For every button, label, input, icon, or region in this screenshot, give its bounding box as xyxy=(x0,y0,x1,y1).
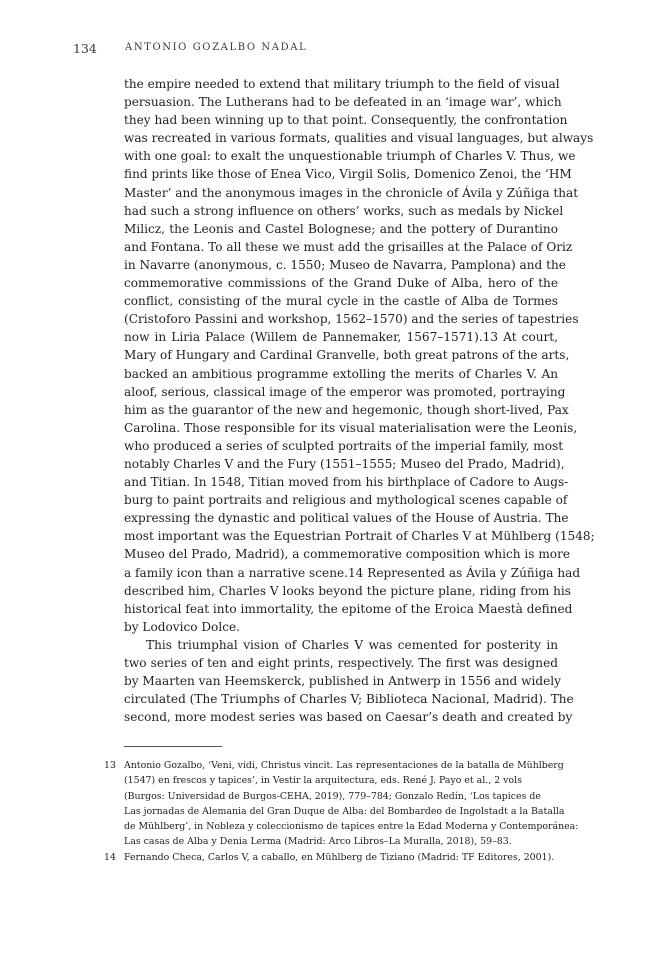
body-text xyxy=(124,75,595,726)
body-line: circulated (The Triumphs of Charles V; Biblioteca Nacional, Madrid). The xyxy=(124,692,574,707)
footnote-text: Antonio Gozalbo, ‘Veni, vidi, Christus vincit. Las representaciones de la batalla de Mühlberg xyxy=(124,760,564,771)
body-line: and Fontana. To all these we must add the grisailles at the Palace of Oriz xyxy=(124,239,573,254)
body-line: aloof, serious, classical image of the emperor was promoted, portraying xyxy=(124,384,566,399)
body-line: by Lodovico Dolce. xyxy=(124,619,240,634)
footnote-line xyxy=(104,850,558,865)
body-line: conflict, consisting of the mural cycle in the castle of Alba de Tormes xyxy=(124,294,558,309)
footnote-text: Las casas de Alba y Denia Lerma (Madrid: Arco Libros–La Muralla, 2018), 59–83. xyxy=(124,836,512,848)
body-line: Carolina. Those responsible for its visual materialisation were the Leonis, xyxy=(124,420,578,435)
footnote-line xyxy=(104,758,564,773)
footnote-line xyxy=(104,819,579,834)
body-line: the empire needed to extend that military triumph to the field of visual xyxy=(124,77,560,91)
body-line: backed an ambitious programme extolling the merits of Charles V. An xyxy=(124,366,558,381)
body-line: second, more modest series was based on Caesar’s death and created by xyxy=(124,710,573,725)
body-line: and Titian. In 1548, Titian moved from his birthplace of Cadore to Augs- xyxy=(124,475,569,490)
body-line: him as the guarantor of the new and hegemonic, though short-lived, Pax xyxy=(124,402,569,417)
body-line: who produced a series of sculpted portraits of the imperial family, most xyxy=(124,438,564,453)
body-line: persuasion. The Lutherans had to be defeated in an ‘image war’, which xyxy=(124,95,562,110)
body-line: commemorative commissions of the Grand Duke of Alba, hero of the xyxy=(124,276,558,291)
body-line: described him, Charles V looks beyond the picture plane, riding from his xyxy=(124,583,571,598)
footnote-text: (Burgos: Universidad de Burgos-CEHA, 2019), 779–784; Gonzalo Redín, ‘Los tapices de xyxy=(124,790,541,802)
body-line: now in Liria Palace (Willem de Pannemaker, 1567–1571).13 At court, xyxy=(124,330,558,345)
body-line: by Maarten van Heemskerck, published in Antwerp in 1556 and widely xyxy=(124,674,561,689)
body-line: find prints like those of Enea Vico, Virgil Solis, Domenico Zenoi, the ‘HM xyxy=(124,167,572,182)
footnote-text: de Mühlberg’, in Nobleza y coleccionismo de tapices entre la Edad Moderna y Contemporánea: xyxy=(124,821,579,833)
footnote-text: Las jornadas de Alemania del Gran Duque de Alba: del Bombardeo de Ingolstadt a la Batalla xyxy=(124,805,565,817)
footnote-line xyxy=(104,789,558,804)
footnote-line xyxy=(104,773,558,788)
body-line: notably Charles V and the Fury (1551–1555; Museo del Prado, Madrid), xyxy=(124,456,565,471)
body-line: with one goal: to exalt the unquestionable triumph of Charles V. Thus, we xyxy=(124,149,576,164)
page-number: 134 xyxy=(73,41,97,56)
body-line: Museo del Prado, Madrid), a commemorative composition which is more xyxy=(124,547,571,562)
body-line: most important was the Equestrian Portrait of Charles V at Mühlberg (1548; xyxy=(124,529,595,544)
body-line: Master’ and the anonymous images in the chronicle of Ávila y Zúñiga that xyxy=(124,185,579,200)
body-line: Milicz, the Leonis and Castel Bolognese; and the pottery of Durantino xyxy=(124,221,558,236)
body-line: (Cristoforo Passini and workshop, 1562–1570) and the series of tapestries xyxy=(124,312,579,327)
body-line: two series of ten and eight prints, respectively. The first was designed xyxy=(124,656,558,670)
footnote-number: 13 xyxy=(104,760,116,771)
body-line: had such a strong influence on others’ works, such as medals by Nickel xyxy=(124,203,564,218)
body-line: was recreated in various formats, qualities and visual languages, but always xyxy=(124,131,594,146)
footnotes xyxy=(104,758,579,865)
footnote-number: 14 xyxy=(104,851,116,863)
footnote-line xyxy=(104,834,558,849)
body-line: they had been winning up to that point. Consequently, the confrontation xyxy=(124,113,568,128)
footnote-rule xyxy=(124,746,222,747)
footnote-text: Fernando Checa, Carlos V, a caballo, en Mühlberg de Tiziano (Madrid: TF Editores, 2001). xyxy=(124,851,555,863)
body-line: historical feat into immortality, the epitome of the Eroica Maestà defined xyxy=(124,601,573,616)
body-line: a family icon than a narrative scene.14 Represented as Ávila y Zúñiga had xyxy=(124,565,581,580)
body-line: This triumphal vision of Charles V was cemented for posterity in xyxy=(146,637,558,652)
footnote-line xyxy=(104,804,565,819)
body-line: burg to paint portraits and religious and mythological scenes capable of xyxy=(124,493,568,508)
page-header xyxy=(73,41,573,61)
body-line: in Navarre (anonymous, c. 1550; Museo de Navarra, Pamplona) and the xyxy=(124,257,566,272)
body-line: Mary of Hungary and Cardinal Granvelle, both great patrons of the arts, xyxy=(124,348,570,363)
running-head: ANTONIO GOZALBO NADAL xyxy=(125,42,308,53)
footnote-text: (1547) en frescos y tapices’, in Vestir la arquitectura, eds. René J. Payo et al., 2 vols xyxy=(124,775,522,787)
body-line: expressing the dynastic and political values of the House of Austria. The xyxy=(124,511,569,526)
